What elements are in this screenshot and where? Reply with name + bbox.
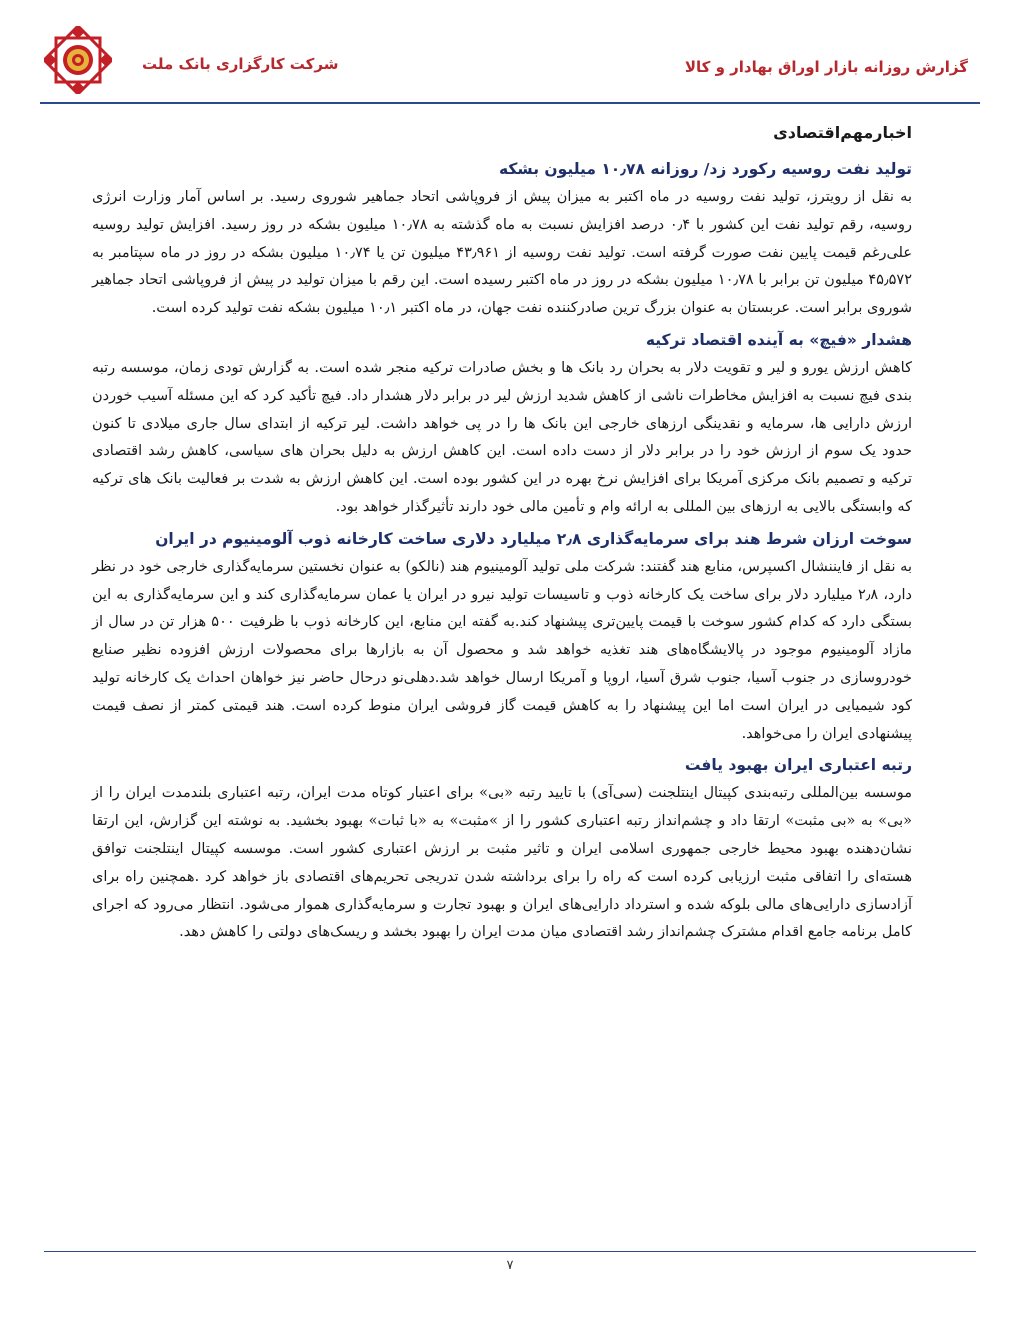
news-title: هشدار «فیچ» به آینده اقتصاد ترکیه [645,330,912,349]
news-body: به نقل از فایننشال اکسپرس، منابع هند گفتند: شرکت ملی تولید آلومینیوم هند (نالکو) به عنوان نخستین سرمایه‌گذاری خارجی خود در نظر دارد، ۲٫۸ میلیارد دلار برای ساخت یک کارخانه ذوب و تاسیسات تولید نیرو در ایران یا عمان سرمایه‌گذاری کند و این سرمایه‌گذاری به این بستگی دارد که کدام کشور سوخت با قیمت پایین‌تری پیشنهاد کند.به گفته این منابع، این کارخانه ذوب با ظرفیت ۵۰۰ هزار تن در سال از مازاد آلومینیوم موجود در پالایشگاه‌های هند تغذیه خواهد شد و محصول آن به بازارها برای محصولات ارزش افزوده نظیر صنایع خودروسازی در جنوب آسیا، جنوب شرق آسیا، اروپا و آمریکا ارسال خواهد شد.دهلی‌نو درحال حاضر نیز خواهان احداث یک کارخانه تولید کود شیمیایی در ایران است اما این پیشنهاد را به کاهش قیمت گاز فروشی ایران منوط کرده است. هند قیمتی کمتر از نصف قیمت پیشنهادی ایران را می‌خواهد. [92,558,913,742]
news-body: موسسه بین‌المللی رتبه‌بندی کپیتال اینتلجنت (سی‌آی) با تایید رتبه «بی» برای اعتبار کوتاه مدت ایران، رتبه اعتباری بلندمدت ایران را از «بی» به «بی مثبت» ارتقا داد و چشم‌انداز رتبه اعتباری کشور را از »مثبت» به «با ثبات» بهبود بخشید. به نوشته این گزارش، این ارتقا نشان‌دهنده بهبود محیط خارجی جمهوری اسلامی ایران و تاثیر مثبت بر ارزش اعتباری کشور است. موسسه کپیتال اینتلجنت توافق هسته‌ای را اتفاقی مثبت ارزیابی کرده است که راه را برای برداشته شدن تدریجی تحریم‌های اقتصادی باز خواهد کرد .همچنین راه برای آزادسازی دارایی‌های مالی بلوکه شده و استرداد دارایی‌های ایران و بهبود تجارت و سرمایه‌گذاری هموار می‌شود. انتظار می‌رود که اجرای کامل برنامه جامع اقدام مشترک چشم‌انداز رشد اقتصادی میان مدت ایران را بهبود بخشد و ریسک‌های دولتی را کاهش دهد. [92,785,912,941]
bank-mellat-logo-icon [44,26,112,94]
report-title: گزارش روزانه بازار اوراق بهادار و کالا [684,58,968,76]
news-title: رتبه اعتباری ایران بهبود یافت [684,756,912,775]
news-title: تولید نفت روسیه رکورد زد/ روزانه ۱۰٫۷۸ میلیون بشکه [499,160,912,178]
news-title: سوخت ارزان شرط هند برای سرمایه‌گذاری ۲٫۸ میلیارد دلاری ساخت کارخانه ذوب آلومینیوم در ایران [155,529,912,548]
footer-divider [44,1251,976,1252]
news-item [92,325,912,522]
page-content [92,120,912,949]
section-label: اخبارمهم‌اقتصادی [773,123,912,142]
news-body: کاهش ارزش یورو و لیر و تقویت دلار به بحران رد بانک ها و بخش صادرات ترکیه منجر شده است. به گزارش تودی زمان، موسسه رتبه بندی فیچ نسبت به افزایش مخاطرات ناشی از کاهش شدید ارزش لیر در برابر دلار هشدار داد. فیچ تأکید کرد که این مسئله آسیب خوردن ارزش دارایی ها، سرمایه و نقدینگی ارزهای خارجی این بانک ها را در پی خواهد داشت. لیر ترکیه از ابتدای سال جاری میلادی تا کنون حدود یک سوم از ارزش خود را در برابر دلار از دست داده است. این کاهش ارزش به دلیل بحران های سیاسی، کاهش رشد اقتصادی ترکیه و تصمیم بانک مرکزی آمریکا برای افزایش نرخ بهره در این کشور بوده است. این کاهش ارزش به شدت بر فعالیت بانک های ترکیه که وابستگی بالایی به ارزهای بین المللی به ارائه وام و تأمین مالی خود دارند تأثیرگذار خواهد بود. [92,359,912,515]
news-item [92,750,912,947]
broker-name: شرکت کارگزاری بانک ملت [142,55,339,73]
page-header [40,22,980,104]
news-body: به نقل از رویترز، تولید نفت روسیه در ماه اکتبر به میزان پیش از فروپاشی اتحاد جماهیر شوروی رسید. بر اساس آمار وزارت انرژی روسیه، رقم تولید نفت این کشور با ۰٫۴ درصد افزایش نسبت به ماه گذشته به ۱۰٫۷۸ میلیون بشکه در روز رسید. افزایش تولید روسیه علی‌رغم قیمت پایین نفت صورت گرفته است. تولید نفت روسیه از ۴۳٫۹۶۱ میلیون تن یا ۱۰٫۷۴ میلیون بشکه در روز در ماه سپتامبر به ۴۵٫۵۷۲ میلیون تن برابر با ۱۰٫۷۸ میلیون بشکه در روز در ماه اکتبر رسیده است. این رقم با میزان تولید در پیش از فروپاشی اتحاد جماهیر شوروی برابر است. عربستان به عنوان بزرگ ترین صادرکننده نفت جهان، در ماه اکتبر ۱۰٫۱ میلیون بشکه نفت تولید کرده است. [92,189,913,317]
news-item [92,524,912,749]
news-item [92,154,912,323]
page-number: ۷ [506,1258,514,1273]
